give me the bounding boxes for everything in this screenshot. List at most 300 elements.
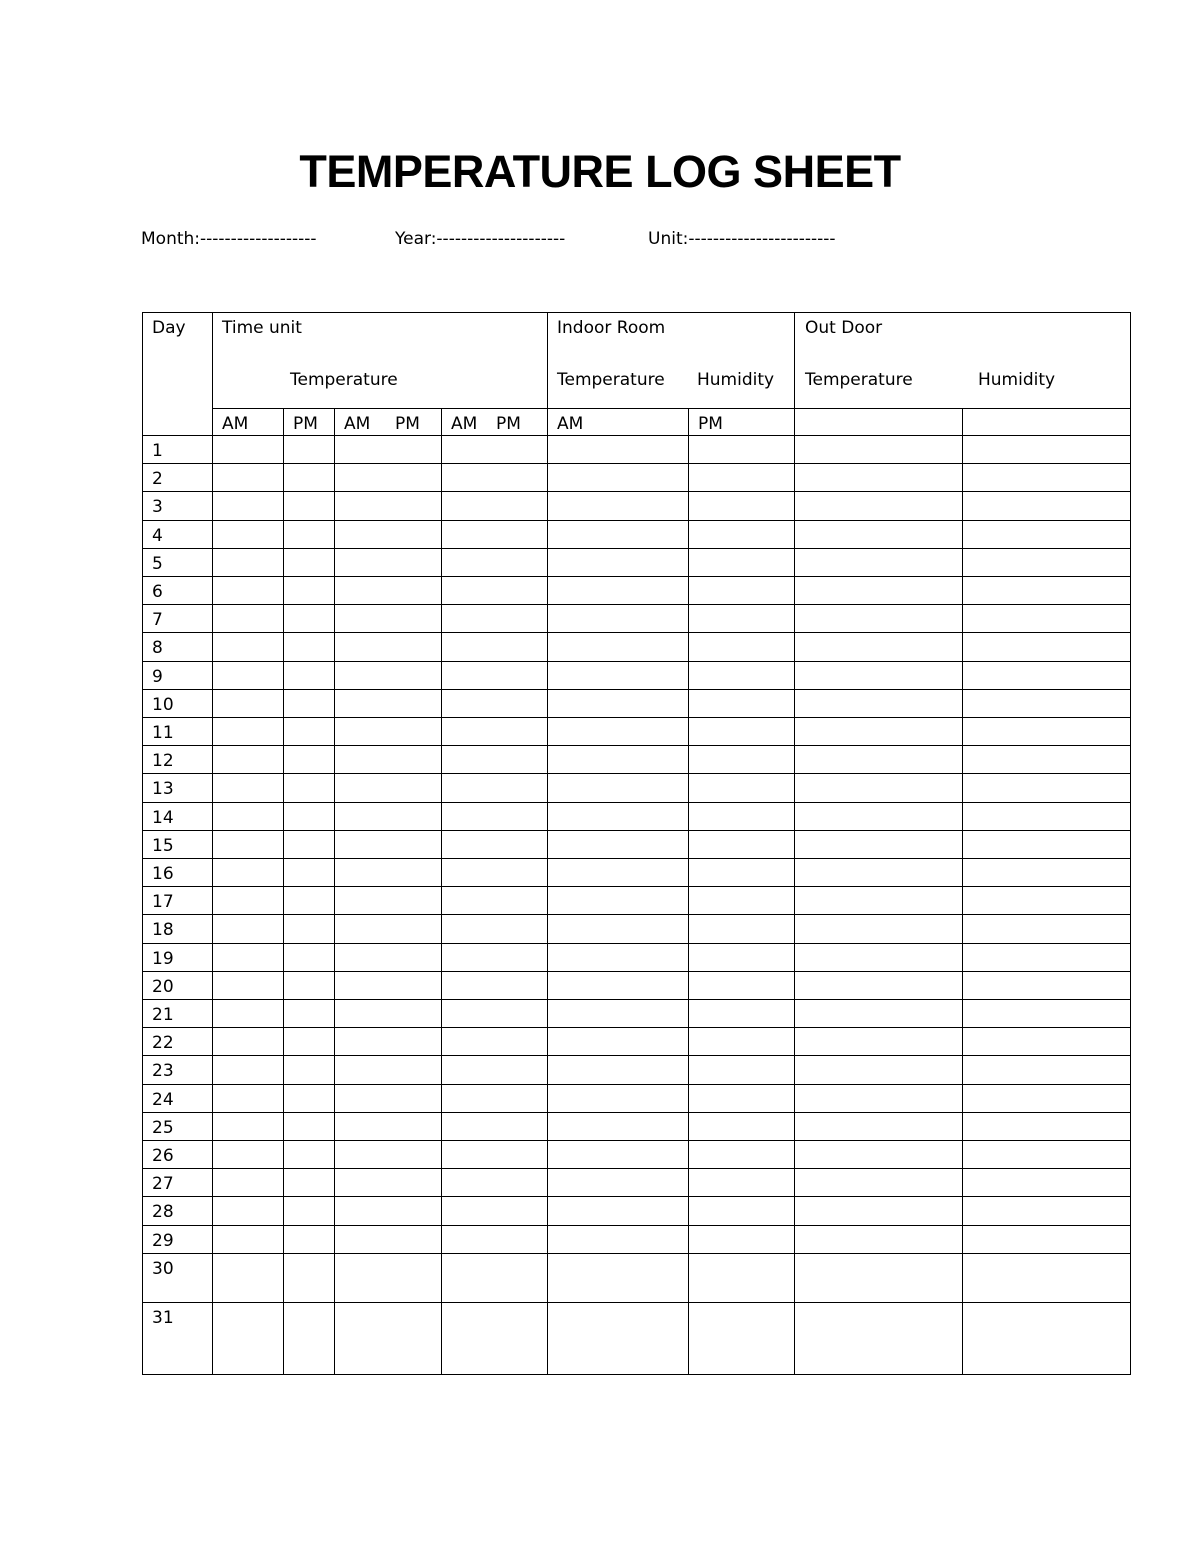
log-entry-cell[interactable]	[442, 1000, 547, 1027]
log-entry-cell[interactable]	[442, 1085, 547, 1112]
day-number: 28	[152, 1202, 174, 1222]
log-entry-cell[interactable]	[442, 915, 547, 942]
log-entry-cell[interactable]	[213, 1028, 283, 1055]
subheader-am: AM	[344, 414, 371, 434]
log-entry-cell[interactable]	[284, 549, 334, 576]
log-entry-cell[interactable]	[213, 746, 283, 773]
log-entry-cell[interactable]	[335, 1113, 441, 1140]
log-entry-cell[interactable]	[213, 1303, 283, 1374]
log-entry-cell[interactable]	[548, 605, 688, 632]
day-number: 11	[152, 723, 174, 743]
log-entry-cell[interactable]	[963, 549, 1130, 576]
log-entry-cell[interactable]	[335, 915, 441, 942]
log-entry-cell[interactable]	[442, 521, 547, 548]
day-number: 4	[152, 526, 163, 546]
log-entry-cell[interactable]	[795, 1303, 962, 1374]
log-entry-cell[interactable]	[795, 577, 962, 604]
log-entry-cell[interactable]	[284, 887, 334, 914]
log-entry-cell[interactable]	[963, 1000, 1130, 1027]
log-entry-cell[interactable]	[213, 464, 283, 491]
log-entry-cell[interactable]	[963, 521, 1130, 548]
log-entry-cell[interactable]	[213, 774, 283, 801]
subheader-am: AM	[222, 414, 249, 434]
log-entry-cell[interactable]	[213, 662, 283, 689]
log-entry-cell[interactable]	[963, 492, 1130, 519]
log-entry-cell[interactable]	[548, 1000, 688, 1027]
log-entry-cell[interactable]	[689, 577, 794, 604]
log-entry-cell[interactable]	[284, 662, 334, 689]
log-entry-cell[interactable]	[335, 662, 441, 689]
log-entry-cell[interactable]	[548, 1113, 688, 1140]
log-entry-cell[interactable]	[795, 436, 962, 463]
log-entry-cell[interactable]	[795, 718, 962, 745]
log-entry-cell[interactable]	[795, 1141, 962, 1168]
log-entry-cell[interactable]	[335, 1056, 441, 1083]
unit-field[interactable]: Unit:------------------------	[648, 229, 836, 249]
log-entry-cell[interactable]	[335, 605, 441, 632]
log-entry-cell[interactable]	[689, 1000, 794, 1027]
log-entry-cell[interactable]	[548, 690, 688, 717]
log-entry-cell[interactable]	[963, 803, 1130, 830]
month-field[interactable]: Month:-------------------	[141, 229, 317, 249]
log-entry-cell[interactable]	[284, 859, 334, 886]
log-entry-cell[interactable]	[795, 633, 962, 660]
log-entry-cell[interactable]	[963, 605, 1130, 632]
log-entry-cell[interactable]	[213, 549, 283, 576]
log-entry-cell[interactable]	[442, 464, 547, 491]
log-entry-cell[interactable]	[963, 662, 1130, 689]
log-entry-cell[interactable]	[689, 972, 794, 999]
log-entry-cell[interactable]	[963, 1169, 1130, 1196]
day-number: 26	[152, 1146, 174, 1166]
header-outdoor-humidity: Humidity	[978, 370, 1056, 390]
log-entry-cell[interactable]	[963, 633, 1130, 660]
log-entry-cell[interactable]	[284, 774, 334, 801]
log-entry-cell[interactable]	[795, 1197, 962, 1224]
log-entry-cell[interactable]	[795, 605, 962, 632]
log-entry-cell[interactable]	[442, 1226, 547, 1253]
log-entry-cell[interactable]	[335, 549, 441, 576]
log-entry-cell[interactable]	[689, 1303, 794, 1374]
log-entry-cell[interactable]	[284, 915, 334, 942]
log-entry-cell[interactable]	[795, 690, 962, 717]
day-number: 1	[152, 441, 163, 461]
log-entry-cell[interactable]	[795, 1056, 962, 1083]
subheader-pm: PM	[293, 414, 318, 434]
log-entry-cell[interactable]	[213, 1113, 283, 1140]
log-entry-cell[interactable]	[548, 831, 688, 858]
log-entry-cell[interactable]	[442, 972, 547, 999]
log-entry-cell[interactable]	[689, 1169, 794, 1196]
log-entry-cell[interactable]	[689, 915, 794, 942]
log-entry-cell[interactable]	[548, 1254, 688, 1302]
log-entry-cell[interactable]	[963, 1303, 1130, 1374]
log-entry-cell[interactable]	[548, 521, 688, 548]
log-entry-cell[interactable]	[548, 464, 688, 491]
log-entry-cell[interactable]	[213, 1254, 283, 1302]
log-entry-cell[interactable]	[442, 436, 547, 463]
log-entry-cell[interactable]	[689, 690, 794, 717]
log-entry-cell[interactable]	[284, 944, 334, 971]
table-bottom-border	[142, 1374, 1131, 1375]
day-number: 7	[152, 610, 163, 630]
log-entry-cell[interactable]	[689, 662, 794, 689]
log-entry-cell[interactable]	[548, 1169, 688, 1196]
log-entry-cell[interactable]	[548, 577, 688, 604]
log-entry-cell[interactable]	[689, 746, 794, 773]
log-entry-cell[interactable]	[689, 831, 794, 858]
log-entry-cell[interactable]	[548, 774, 688, 801]
log-entry-cell[interactable]	[284, 521, 334, 548]
day-number: 10	[152, 695, 174, 715]
log-entry-cell[interactable]	[963, 1141, 1130, 1168]
log-entry-cell[interactable]	[213, 1000, 283, 1027]
log-entry-cell[interactable]	[963, 859, 1130, 886]
log-entry-cell[interactable]	[689, 1085, 794, 1112]
log-entry-cell[interactable]	[335, 774, 441, 801]
log-entry-cell[interactable]	[963, 944, 1130, 971]
log-entry-cell[interactable]	[284, 436, 334, 463]
log-entry-cell[interactable]	[213, 1056, 283, 1083]
log-entry-cell[interactable]	[284, 605, 334, 632]
log-entry-cell[interactable]	[795, 521, 962, 548]
log-entry-cell[interactable]	[442, 633, 547, 660]
log-entry-cell[interactable]	[795, 803, 962, 830]
log-entry-cell[interactable]	[795, 549, 962, 576]
log-entry-cell[interactable]	[284, 690, 334, 717]
page-title: TEMPERATURE LOG SHEET	[299, 146, 901, 197]
log-entry-cell[interactable]	[689, 1056, 794, 1083]
log-entry-cell[interactable]	[335, 1197, 441, 1224]
subheader-pm: PM	[698, 414, 723, 434]
log-entry-cell[interactable]	[284, 718, 334, 745]
day-number: 5	[152, 554, 163, 574]
day-number: 24	[152, 1090, 174, 1110]
log-entry-cell[interactable]	[963, 972, 1130, 999]
log-entry-cell[interactable]	[963, 436, 1130, 463]
log-entry-cell[interactable]	[689, 549, 794, 576]
log-entry-cell[interactable]	[442, 1169, 547, 1196]
log-entry-cell[interactable]	[442, 1028, 547, 1055]
header-rule	[212, 408, 1131, 409]
log-entry-cell[interactable]	[284, 1226, 334, 1253]
log-entry-cell[interactable]	[548, 1056, 688, 1083]
log-entry-cell[interactable]	[335, 1028, 441, 1055]
table-top-border	[142, 312, 1131, 313]
log-entry-cell[interactable]	[689, 1028, 794, 1055]
header-indoor-room: Indoor Room	[557, 318, 666, 338]
log-entry-cell[interactable]	[689, 774, 794, 801]
log-entry-cell[interactable]	[213, 633, 283, 660]
log-entry-cell[interactable]	[795, 831, 962, 858]
log-entry-cell[interactable]	[689, 605, 794, 632]
header-indoor-temperature: Temperature	[557, 370, 665, 390]
day-number: 16	[152, 864, 174, 884]
log-entry-cell[interactable]	[213, 803, 283, 830]
log-entry-cell[interactable]	[213, 1085, 283, 1112]
day-number: 30	[152, 1259, 174, 1279]
log-entry-cell[interactable]	[213, 492, 283, 519]
day-number: 15	[152, 836, 174, 856]
log-entry-cell[interactable]	[442, 690, 547, 717]
log-entry-cell[interactable]	[335, 831, 441, 858]
log-entry-cell[interactable]	[284, 1000, 334, 1027]
day-number: 17	[152, 892, 174, 912]
log-entry-cell[interactable]	[689, 1197, 794, 1224]
log-entry-cell[interactable]	[213, 887, 283, 914]
day-number: 13	[152, 779, 174, 799]
log-entry-cell[interactable]	[213, 915, 283, 942]
log-entry-cell[interactable]	[213, 436, 283, 463]
log-entry-cell[interactable]	[963, 718, 1130, 745]
log-entry-cell[interactable]	[284, 464, 334, 491]
log-entry-cell[interactable]	[335, 718, 441, 745]
log-entry-cell[interactable]	[284, 831, 334, 858]
day-number: 29	[152, 1231, 174, 1251]
log-entry-cell[interactable]	[689, 436, 794, 463]
log-entry-cell[interactable]	[213, 972, 283, 999]
log-entry-cell[interactable]	[795, 944, 962, 971]
log-entry-cell[interactable]	[442, 1254, 547, 1302]
log-entry-cell[interactable]	[548, 803, 688, 830]
day-number: 25	[152, 1118, 174, 1138]
log-entry-cell[interactable]	[548, 718, 688, 745]
log-entry-cell[interactable]	[548, 887, 688, 914]
log-entry-cell[interactable]	[689, 887, 794, 914]
log-entry-cell[interactable]	[963, 1085, 1130, 1112]
log-entry-cell[interactable]	[442, 1141, 547, 1168]
day-number: 23	[152, 1061, 174, 1081]
log-entry-cell[interactable]	[795, 746, 962, 773]
log-entry-cell[interactable]	[213, 1197, 283, 1224]
table-left-border	[142, 312, 143, 1375]
log-entry-cell[interactable]	[442, 1197, 547, 1224]
log-entry-cell[interactable]	[442, 887, 547, 914]
log-entry-cell[interactable]	[284, 1303, 334, 1374]
log-entry-cell[interactable]	[689, 859, 794, 886]
log-entry-cell[interactable]	[795, 774, 962, 801]
log-entry-cell[interactable]	[335, 1303, 441, 1374]
log-entry-cell[interactable]	[689, 944, 794, 971]
day-number: 19	[152, 949, 174, 969]
log-entry-cell[interactable]	[442, 803, 547, 830]
log-entry-cell[interactable]	[213, 605, 283, 632]
log-entry-cell[interactable]	[335, 803, 441, 830]
header-time-unit-temperature: Temperature	[290, 370, 398, 390]
log-entry-cell[interactable]	[213, 1169, 283, 1196]
log-entry-cell[interactable]	[335, 577, 441, 604]
log-entry-cell[interactable]	[213, 690, 283, 717]
log-entry-cell[interactable]	[284, 972, 334, 999]
log-entry-cell[interactable]	[548, 1085, 688, 1112]
log-entry-cell[interactable]	[442, 859, 547, 886]
log-entry-cell[interactable]	[335, 1169, 441, 1196]
log-entry-cell[interactable]	[689, 1226, 794, 1253]
log-entry-cell[interactable]	[335, 690, 441, 717]
log-entry-cell[interactable]	[795, 464, 962, 491]
log-entry-cell[interactable]	[548, 859, 688, 886]
log-entry-cell[interactable]	[335, 746, 441, 773]
header-out-door: Out Door	[805, 318, 883, 338]
log-entry-cell[interactable]	[795, 492, 962, 519]
day-number: 14	[152, 808, 174, 828]
log-entry-cell[interactable]	[284, 1085, 334, 1112]
log-entry-cell[interactable]	[442, 831, 547, 858]
header-outdoor-temperature: Temperature	[805, 370, 913, 390]
log-entry-cell[interactable]	[335, 633, 441, 660]
log-entry-cell[interactable]	[284, 1254, 334, 1302]
log-entry-cell[interactable]	[963, 1197, 1130, 1224]
log-entry-cell[interactable]	[213, 831, 283, 858]
log-entry-cell[interactable]	[284, 1141, 334, 1168]
log-entry-cell[interactable]	[284, 633, 334, 660]
log-entry-cell[interactable]	[963, 1254, 1130, 1302]
log-entry-cell[interactable]	[284, 492, 334, 519]
day-number: 21	[152, 1005, 174, 1025]
log-entry-cell[interactable]	[795, 1000, 962, 1027]
day-number: 3	[152, 497, 163, 517]
day-number: 31	[152, 1308, 174, 1328]
log-entry-cell[interactable]	[548, 1226, 688, 1253]
day-number: 20	[152, 977, 174, 997]
log-entry-cell[interactable]	[442, 1113, 547, 1140]
day-number: 9	[152, 667, 163, 687]
log-entry-cell[interactable]	[963, 690, 1130, 717]
log-entry-cell[interactable]	[442, 944, 547, 971]
log-entry-cell[interactable]	[963, 1226, 1130, 1253]
log-entry-cell[interactable]	[689, 1254, 794, 1302]
log-entry-cell[interactable]	[335, 887, 441, 914]
log-entry-cell[interactable]	[548, 436, 688, 463]
log-entry-cell[interactable]	[335, 492, 441, 519]
log-entry-cell[interactable]	[284, 803, 334, 830]
log-entry-cell[interactable]	[963, 774, 1130, 801]
log-entry-cell[interactable]	[442, 577, 547, 604]
day-number: 12	[152, 751, 174, 771]
log-entry-cell[interactable]	[689, 1141, 794, 1168]
log-entry-cell[interactable]	[548, 662, 688, 689]
log-entry-cell[interactable]	[689, 464, 794, 491]
subheader-pm: PM	[395, 414, 420, 434]
log-entry-cell[interactable]	[963, 464, 1130, 491]
header-day: Day	[152, 318, 186, 338]
subheader-am: AM	[557, 414, 584, 434]
subheader-pm: PM	[496, 414, 521, 434]
log-entry-cell[interactable]	[963, 1056, 1130, 1083]
log-entry-cell[interactable]	[335, 1226, 441, 1253]
log-entry-cell[interactable]	[213, 1141, 283, 1168]
log-entry-cell[interactable]	[442, 718, 547, 745]
log-entry-cell[interactable]	[795, 887, 962, 914]
log-entry-cell[interactable]	[548, 1141, 688, 1168]
log-entry-cell[interactable]	[795, 662, 962, 689]
log-entry-cell[interactable]	[795, 972, 962, 999]
header-time-unit: Time unit	[222, 318, 302, 338]
log-entry-cell[interactable]	[284, 577, 334, 604]
log-entry-cell[interactable]	[442, 746, 547, 773]
header-indoor-humidity: Humidity	[697, 370, 775, 390]
log-entry-cell[interactable]	[335, 859, 441, 886]
year-field[interactable]: Year:---------------------	[395, 229, 566, 249]
log-entry-cell[interactable]	[963, 887, 1130, 914]
log-entry-cell[interactable]	[442, 662, 547, 689]
log-entry-cell[interactable]	[284, 1197, 334, 1224]
log-entry-cell[interactable]	[963, 1028, 1130, 1055]
log-entry-cell[interactable]	[284, 1169, 334, 1196]
log-entry-cell[interactable]	[548, 746, 688, 773]
log-entry-cell[interactable]	[795, 1169, 962, 1196]
log-entry-cell[interactable]	[689, 521, 794, 548]
log-entry-cell[interactable]	[548, 549, 688, 576]
log-entry-cell[interactable]	[548, 492, 688, 519]
log-entry-cell[interactable]	[548, 633, 688, 660]
log-entry-cell[interactable]	[335, 972, 441, 999]
log-entry-cell[interactable]	[795, 1113, 962, 1140]
log-entry-cell[interactable]	[963, 577, 1130, 604]
log-entry-cell[interactable]	[213, 944, 283, 971]
log-entry-cell[interactable]	[442, 605, 547, 632]
log-entry-cell[interactable]	[548, 944, 688, 971]
log-entry-cell[interactable]	[689, 633, 794, 660]
log-entry-cell[interactable]	[548, 1303, 688, 1374]
log-entry-cell[interactable]	[284, 1028, 334, 1055]
log-entry-cell[interactable]	[213, 1226, 283, 1253]
log-entry-cell[interactable]	[442, 774, 547, 801]
log-entry-cell[interactable]	[795, 859, 962, 886]
log-entry-cell[interactable]	[335, 1254, 441, 1302]
day-number: 18	[152, 920, 174, 940]
log-entry-cell[interactable]	[335, 1141, 441, 1168]
log-entry-cell[interactable]	[213, 521, 283, 548]
log-entry-cell[interactable]	[795, 915, 962, 942]
log-entry-cell[interactable]	[548, 915, 688, 942]
log-entry-cell[interactable]	[335, 521, 441, 548]
log-entry-cell[interactable]	[548, 1197, 688, 1224]
log-entry-cell[interactable]	[795, 1085, 962, 1112]
log-entry-cell[interactable]	[335, 944, 441, 971]
log-entry-cell[interactable]	[795, 1254, 962, 1302]
log-entry-cell[interactable]	[284, 1056, 334, 1083]
log-entry-cell[interactable]	[335, 464, 441, 491]
log-entry-cell[interactable]	[548, 1028, 688, 1055]
log-entry-cell[interactable]	[689, 803, 794, 830]
log-entry-cell[interactable]	[335, 1000, 441, 1027]
log-entry-cell[interactable]	[442, 549, 547, 576]
log-entry-cell[interactable]	[689, 718, 794, 745]
log-entry-cell[interactable]	[213, 859, 283, 886]
log-entry-cell[interactable]	[335, 436, 441, 463]
log-entry-cell[interactable]	[963, 915, 1130, 942]
log-entry-cell[interactable]	[442, 1056, 547, 1083]
log-entry-cell[interactable]	[213, 718, 283, 745]
log-entry-cell[interactable]	[795, 1028, 962, 1055]
log-entry-cell[interactable]	[689, 492, 794, 519]
log-entry-cell[interactable]	[284, 1113, 334, 1140]
log-entry-cell[interactable]	[689, 1113, 794, 1140]
table-right-border	[1130, 312, 1131, 1375]
log-entry-cell[interactable]	[795, 1226, 962, 1253]
day-number: 22	[152, 1033, 174, 1053]
log-entry-cell[interactable]	[335, 1085, 441, 1112]
log-entry-cell[interactable]	[442, 492, 547, 519]
log-entry-cell[interactable]	[442, 1303, 547, 1374]
log-entry-cell[interactable]	[963, 1113, 1130, 1140]
log-entry-cell[interactable]	[963, 746, 1130, 773]
log-entry-cell[interactable]	[284, 746, 334, 773]
log-entry-cell[interactable]	[213, 577, 283, 604]
log-entry-cell[interactable]	[963, 831, 1130, 858]
log-entry-cell[interactable]	[548, 972, 688, 999]
